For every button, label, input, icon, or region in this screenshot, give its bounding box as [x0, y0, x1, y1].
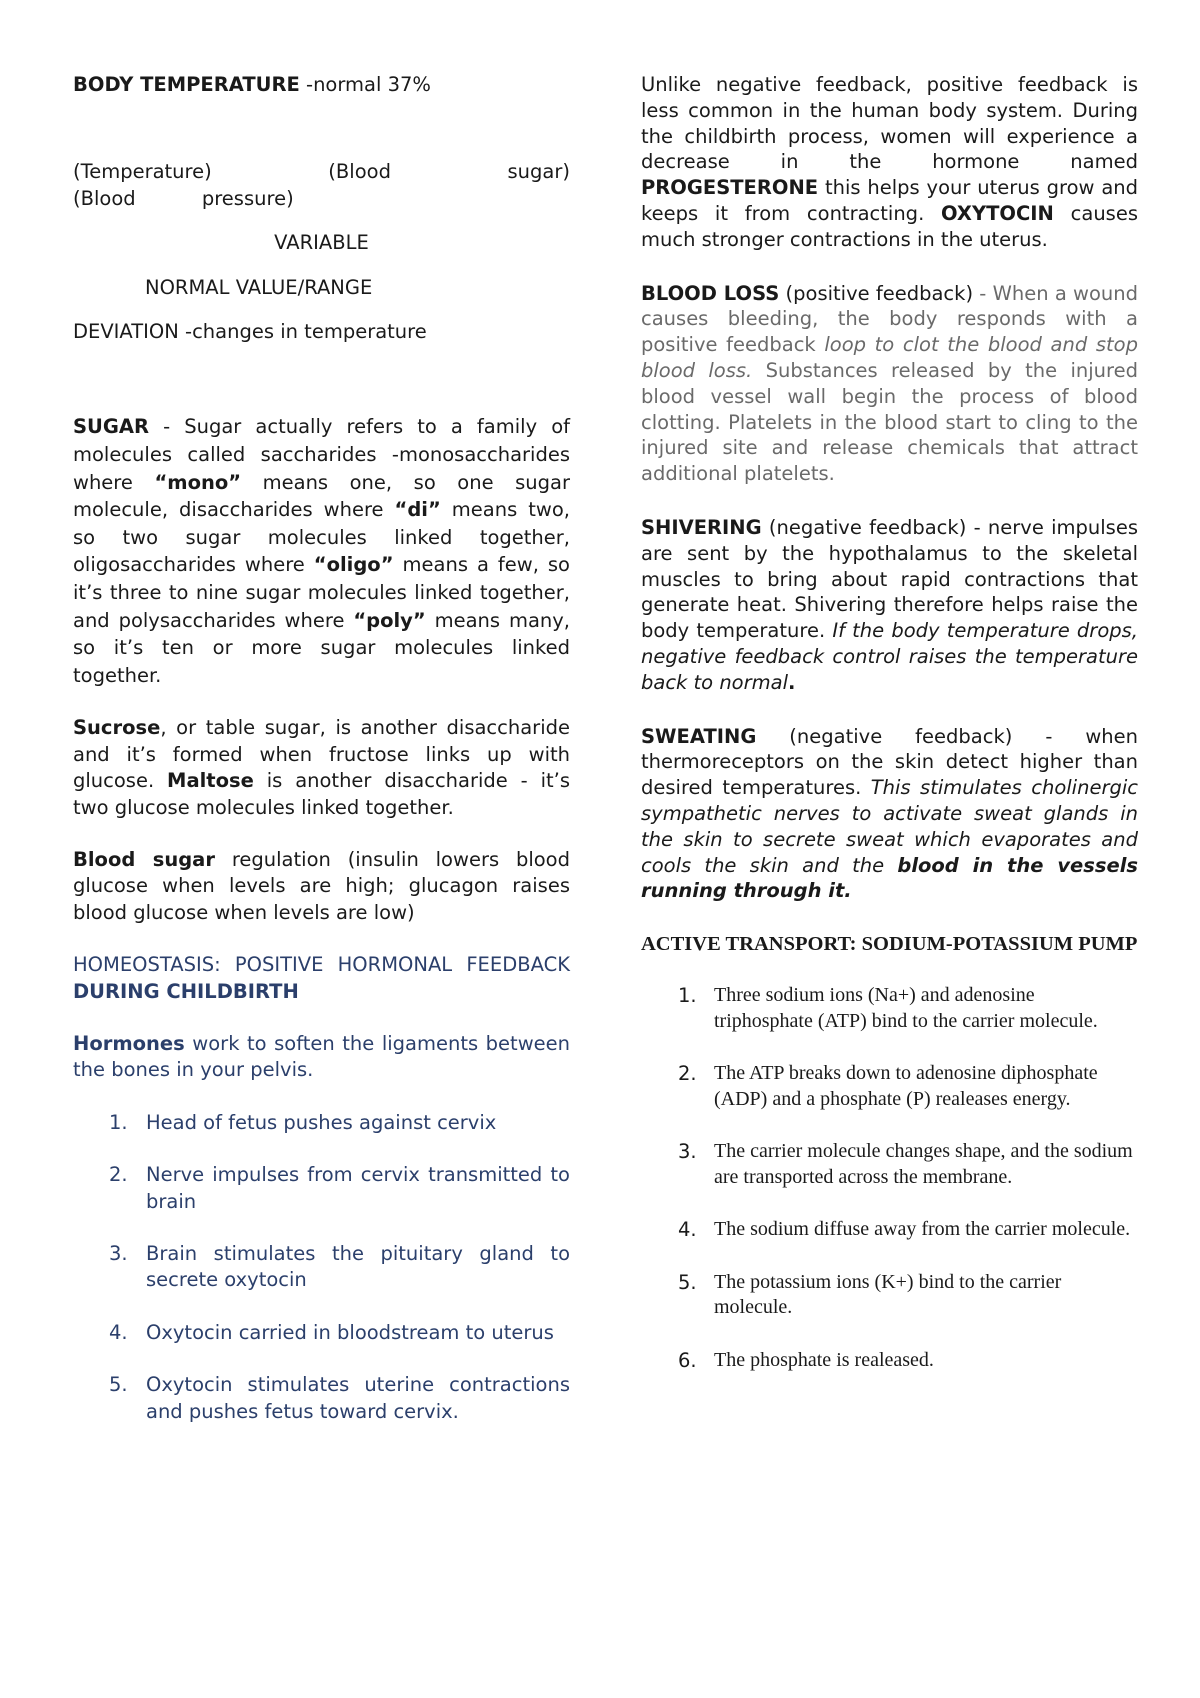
maltose-term: Maltose: [167, 769, 254, 793]
list-number: 1.: [109, 1110, 128, 1134]
list-item-text: Head of fetus pushes against cervix: [146, 1110, 497, 1134]
shivering-end: .: [787, 670, 796, 694]
sugar-term: SUGAR: [73, 415, 149, 439]
active-transport-heading: ACTIVE TRANSPORT: SODIUM-POTASSIUM PUMP: [641, 933, 1138, 956]
sugar-text-2: means one, so one sugar molecule, disaccharides where: [73, 470, 570, 522]
blood-sugar-paragraph: [73, 847, 570, 926]
sugar-text-3: means two, so two sugar molecules linked together, oligosaccharides where: [73, 498, 570, 577]
deviation-label: DEVIATION -changes in temperature: [73, 320, 427, 344]
list-item: [641, 983, 1138, 1034]
hormones-term: Hormones: [73, 1032, 185, 1056]
list-item: [641, 1139, 1138, 1190]
blood-loss-paragraph: [641, 281, 1138, 487]
list-item: [641, 1061, 1138, 1112]
shivering-italic: If the body temperature drops, negative feedback control raises the temperature back to normal: [641, 619, 1138, 694]
sugar-paragraph: [73, 413, 570, 689]
list-item: [641, 1348, 1138, 1374]
list-item-text: Oxytocin stimulates uterine contractions and pushes fetus toward cervix.: [146, 1373, 570, 1423]
list-number: 6.: [678, 1348, 697, 1372]
oxytocin-term: OXYTOCIN: [941, 201, 1054, 225]
sucrose-text-2: is another disaccharide - it’s two glucose molecules linked together.: [73, 769, 570, 819]
body-temperature-heading: BODY TEMPERATURE: [73, 73, 300, 96]
blood-loss-type: (positive feedback): [779, 281, 974, 305]
shivering-text: (negative feedback) - nerve impulses are sent by the hypothalamus to the skeletal muscles to bring about rapid contractions that generate heat. Shivering therefore helps raise the body temperature.: [641, 515, 1138, 643]
list-item-text: Brain stimulates the pituitary gland to secrete oxytocin: [146, 1242, 570, 1292]
hormones-paragraph: [73, 1031, 570, 1084]
body-temperature-line: [73, 72, 570, 98]
hormones-text: work to soften the ligaments between the bones in your pelvis.: [73, 1032, 570, 1082]
list-number: 4.: [109, 1320, 128, 1344]
sweating-paragraph: [641, 724, 1138, 905]
list-item-text: The ATP breaks down to adenosine diphosphate (ADP) and a phosphate (P) realeases energy.: [714, 1062, 1098, 1110]
positive-feedback-text-3: causes much stronger contractions in the uterus.: [641, 201, 1138, 251]
blood-loss-text-1: - When a wound causes bleeding, the body responds with a positive feedback: [641, 281, 1138, 357]
list-number: 2.: [109, 1163, 128, 1187]
positive-feedback-text-2: this helps your uterus grow and keeps it from contracting.: [641, 176, 1138, 225]
mono-term: “mono”: [154, 470, 242, 494]
body-temperature-normal: -normal 37%: [299, 73, 431, 96]
sweating-bold-italic: blood in the vessels running through it.: [641, 853, 1138, 903]
blood-loss-term: BLOOD LOSS: [641, 281, 780, 305]
blood-loss-italic: loop to clot the blood and stop blood loss.: [641, 333, 1138, 382]
sucrose-term: Sucrose: [73, 716, 161, 740]
list-number: 3.: [678, 1140, 697, 1164]
list-item-text: Three sodium ions (Na+) and adenosine triphosphate (ATP) bind to the carrier molecule.: [714, 984, 1098, 1032]
list-item: [73, 1372, 570, 1425]
list-item-text: Oxytocin carried in bloodstream to uterus: [146, 1320, 554, 1344]
list-item: [641, 1217, 1138, 1243]
shivering-paragraph: [641, 515, 1138, 696]
sweating-italic: This stimulates cholinergic sympathetic nerves to activate sweat glands in the skin to secrete sweat which evaporates and cools the skin and the: [641, 776, 1138, 877]
oligo-term: “oligo”: [313, 553, 394, 577]
list-item-text: The potassium ions (K+) bind to the carrier molecule.: [714, 1270, 1062, 1319]
childbirth-steps-list: [73, 1110, 570, 1425]
left-column: [73, 72, 570, 1425]
blood-loss-text-2: Substances released by the injured blood vessel wall begin the process of blood clotting. Platelets in the blood start to cling to the injured site and release chemicals that attract additional platelets.: [641, 358, 1138, 486]
list-item: [73, 1110, 570, 1136]
list-item: [641, 1270, 1138, 1321]
sugar-text-5: means many, so it’s ten or more sugar molecules linked together.: [73, 608, 570, 687]
list-item: [73, 1162, 570, 1215]
blood-sugar-term: Blood sugar: [73, 848, 215, 871]
di-term: “di”: [394, 498, 441, 522]
list-number: 3.: [109, 1242, 128, 1266]
list-item-text: The phosphate is realeased.: [714, 1348, 934, 1371]
list-number: 2.: [678, 1062, 697, 1086]
homeostasis-heading: [73, 952, 570, 1005]
list-number: 4.: [678, 1218, 697, 1242]
positive-feedback-paragraph: [641, 72, 1138, 253]
sucrose-paragraph: [73, 715, 570, 821]
right-column: [641, 72, 1138, 1373]
blood-sugar-text: regulation (insulin lowers blood glucose when levels are high; glucagon raises blood glucose when levels are low): [73, 848, 570, 924]
sugar-text-1: - Sugar actually refers to a family of molecules called saccharides -monosaccharides where: [73, 415, 570, 494]
list-item: [73, 1241, 570, 1294]
sweating-term: SWEATING: [641, 724, 757, 748]
list-item-text: The carrier molecule changes shape, and the sodium are transported across the membrane.: [714, 1140, 1133, 1188]
shivering-term: SHIVERING: [641, 515, 762, 539]
list-item-text: Nerve impulses from cervix transmitted to brain: [146, 1163, 570, 1213]
normal-value-label: NORMAL VALUE/RANGE: [145, 275, 373, 299]
variables-line: (Temperature) (Blood sugar) (Blood pressure): [73, 160, 570, 210]
variable-label: VARIABLE: [274, 231, 369, 255]
poly-term: “poly”: [353, 608, 426, 632]
sugar-text-4: means a few, so it’s three to nine sugar molecules linked together, and polysaccharides where: [73, 553, 570, 632]
sweating-text: (negative feedback) - when thermoreceptors on the skin detect higher than desired temperatures.: [641, 724, 1138, 800]
list-number: 1.: [678, 984, 697, 1008]
homeostasis-bold: DURING CHILDBIRTH: [73, 979, 299, 1003]
list-number: 5.: [109, 1373, 128, 1397]
positive-feedback-text-1: Unlike negative feedback, positive feedback is less common in the human body system. During the childbirth process, women will experience a decrease in the hormone named: [641, 73, 1138, 174]
sucrose-text-1: , or table sugar, is another disaccharide and it’s formed when fructose links up with glucose.: [73, 716, 570, 793]
list-item-text: The sodium diffuse away from the carrier molecule.: [714, 1218, 1131, 1241]
sodium-potassium-steps-list: [641, 983, 1138, 1373]
progesterone-term: PROGESTERONE: [641, 176, 819, 200]
list-item: [73, 1320, 570, 1346]
list-number: 5.: [678, 1270, 697, 1294]
homeostasis-text: HOMEOSTASIS: POSITIVE HORMONAL FEEDBACK: [73, 953, 570, 977]
